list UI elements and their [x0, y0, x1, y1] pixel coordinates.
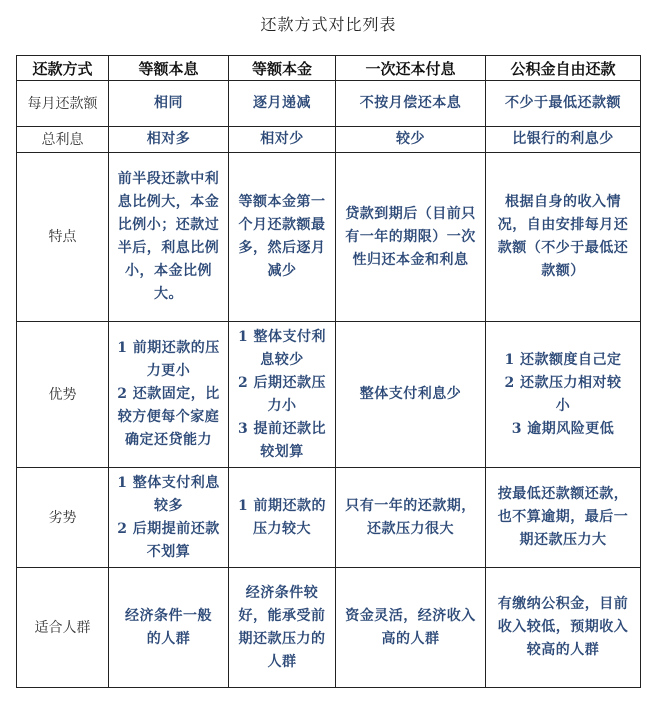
- table-cell: [486, 322, 641, 468]
- cell-line: 1 还款额度自己定: [504, 351, 622, 368]
- header-cell: 公积金自由还款: [486, 56, 641, 81]
- table-cell: 贷款到期后（目前只有一年的期限）一次性归还本金和利息: [336, 153, 486, 322]
- table-cell: 根据自身的收入情况，自由安排每月还款额（不少于最低还款额）: [486, 153, 641, 322]
- row-label: 劣势: [17, 468, 109, 568]
- table-cell: 资金灵活，经济收入高的人群: [336, 568, 486, 688]
- cell-line: 1 前期还款的压力更小: [117, 340, 220, 379]
- table-cell: [109, 322, 229, 468]
- table-row: [17, 468, 641, 568]
- table-row: [17, 81, 641, 127]
- table-cell: 较少: [336, 127, 486, 153]
- table-cell: 不按月偿还本息: [336, 81, 486, 127]
- table-cell: 1 前期还款的压力较大: [229, 468, 336, 568]
- cell-line: 1 整体支付利息较少: [237, 328, 327, 368]
- table-row: [17, 568, 641, 688]
- row-label: 特点: [17, 153, 109, 322]
- cell-line: 2 后期还款压力小: [237, 374, 327, 414]
- row-label: 适合人群: [17, 568, 109, 688]
- table-cell: 有缴纳公积金，目前收入较低，预期收入较高的人群: [486, 568, 641, 688]
- table-cell: 只有一年的还款期，还款压力很大: [336, 468, 486, 568]
- table-cell: 相对多: [109, 127, 229, 153]
- header-cell: 还款方式: [17, 56, 109, 81]
- table-row: [17, 153, 641, 322]
- comparison-table: [16, 55, 641, 688]
- row-label: 总利息: [17, 127, 109, 153]
- table-cell: [109, 468, 229, 568]
- cell-line: 2 还款固定，比较方便每个家庭确定还贷能力: [117, 386, 220, 448]
- table-cell: 按最低还款额还款，也不算逾期，最后一期还款压力大: [486, 468, 641, 568]
- table-cell: 等额本金第一个月还款额最多，然后逐月减少: [229, 153, 336, 322]
- header-cell: 等额本金: [229, 56, 336, 81]
- table-row: [17, 322, 641, 468]
- header-row: [17, 56, 641, 81]
- table-cell: 逐月递减: [229, 81, 336, 127]
- document-title: 还款方式对比列表: [260, 15, 397, 34]
- cell-line: 3 提前还款比较划算: [237, 420, 327, 460]
- row-label: 优势: [17, 322, 109, 468]
- table-cell: 前半段还款中利息比例大，本金比例小；还款过半后，利息比例小，本金比例大。: [109, 153, 229, 322]
- cell-line: 2 后期提前还款不划算: [117, 520, 220, 560]
- table-cell: 经济条件一般的人群: [109, 568, 229, 688]
- table-cell: 相同: [109, 81, 229, 127]
- header-cell: 一次还本付息: [336, 56, 486, 81]
- table-cell: 经济条件较好，能承受前期还款压力的人群: [229, 568, 336, 688]
- cell-line: 3 逾期风险更低: [511, 420, 615, 437]
- table-cell: 比银行的利息少: [486, 127, 641, 153]
- table-cell: 不少于最低还款额: [486, 81, 641, 127]
- table-cell: 整体支付利息少: [336, 322, 486, 468]
- table-cell: [229, 322, 336, 468]
- cell-line: 1 整体支付利息较多: [117, 474, 220, 514]
- table-cell: 相对少: [229, 127, 336, 153]
- cell-line: 2 还款压力相对较小: [504, 374, 622, 414]
- row-label: 每月还款额: [17, 81, 109, 127]
- table-row: [17, 127, 641, 153]
- header-cell: 等额本息: [109, 56, 229, 81]
